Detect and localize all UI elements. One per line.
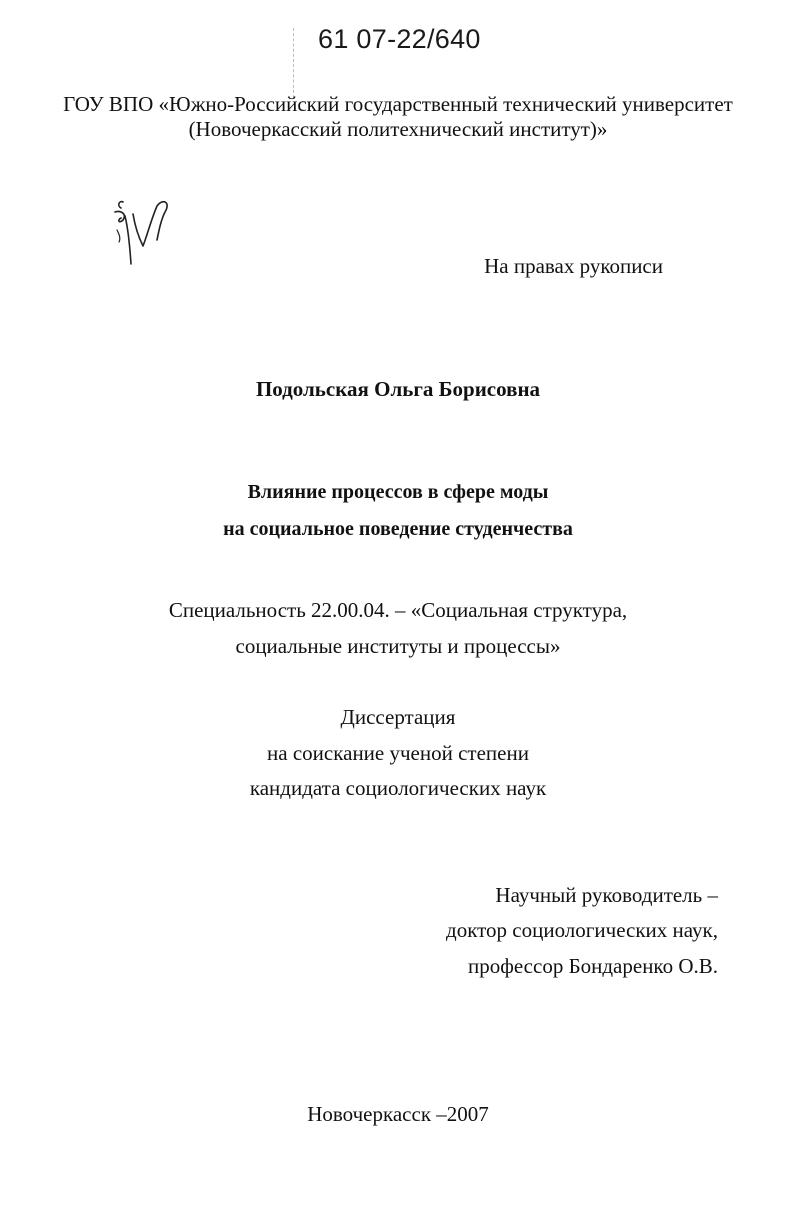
dissertation-type-line-3: кандидата социологических наук (249, 776, 547, 800)
archive-stamp-number: 61 07-22/640 (318, 24, 481, 54)
supervisor-line-2: доктор социологических наук, (446, 918, 718, 942)
dissertation-type-line-2: на соискание ученой степени (267, 741, 529, 765)
specialty-line-1: Специальность 22.00.04. – «Социальная структура, (168, 598, 628, 622)
supervisor-line-1: Научный руководитель – (495, 883, 718, 907)
author-name: Подольская Ольга Борисовна (255, 377, 541, 401)
stamp-divider (293, 28, 294, 98)
manuscript-rights-note: На правах рукописи (484, 254, 663, 278)
city-year: Новочеркасск –2007 (307, 1102, 489, 1126)
specialty-line-2: социальные институты и процессы» (235, 634, 561, 658)
organization-line-1: ГОУ ВПО «Южно-Российский государственный технический университет (63, 92, 733, 116)
supervisor-line-3: профессор Бондаренко О.В. (467, 954, 718, 978)
dissertation-title-line-1: Влияние процессов в сфере моды (247, 481, 549, 503)
dissertation-title-line-2: на социальное поведение студенчества (223, 518, 573, 540)
handwritten-signature (105, 190, 185, 270)
dissertation-type-line-1: Диссертация (340, 705, 456, 729)
organization-line-2: (Новочеркасский политехнический институт)» (188, 117, 608, 141)
